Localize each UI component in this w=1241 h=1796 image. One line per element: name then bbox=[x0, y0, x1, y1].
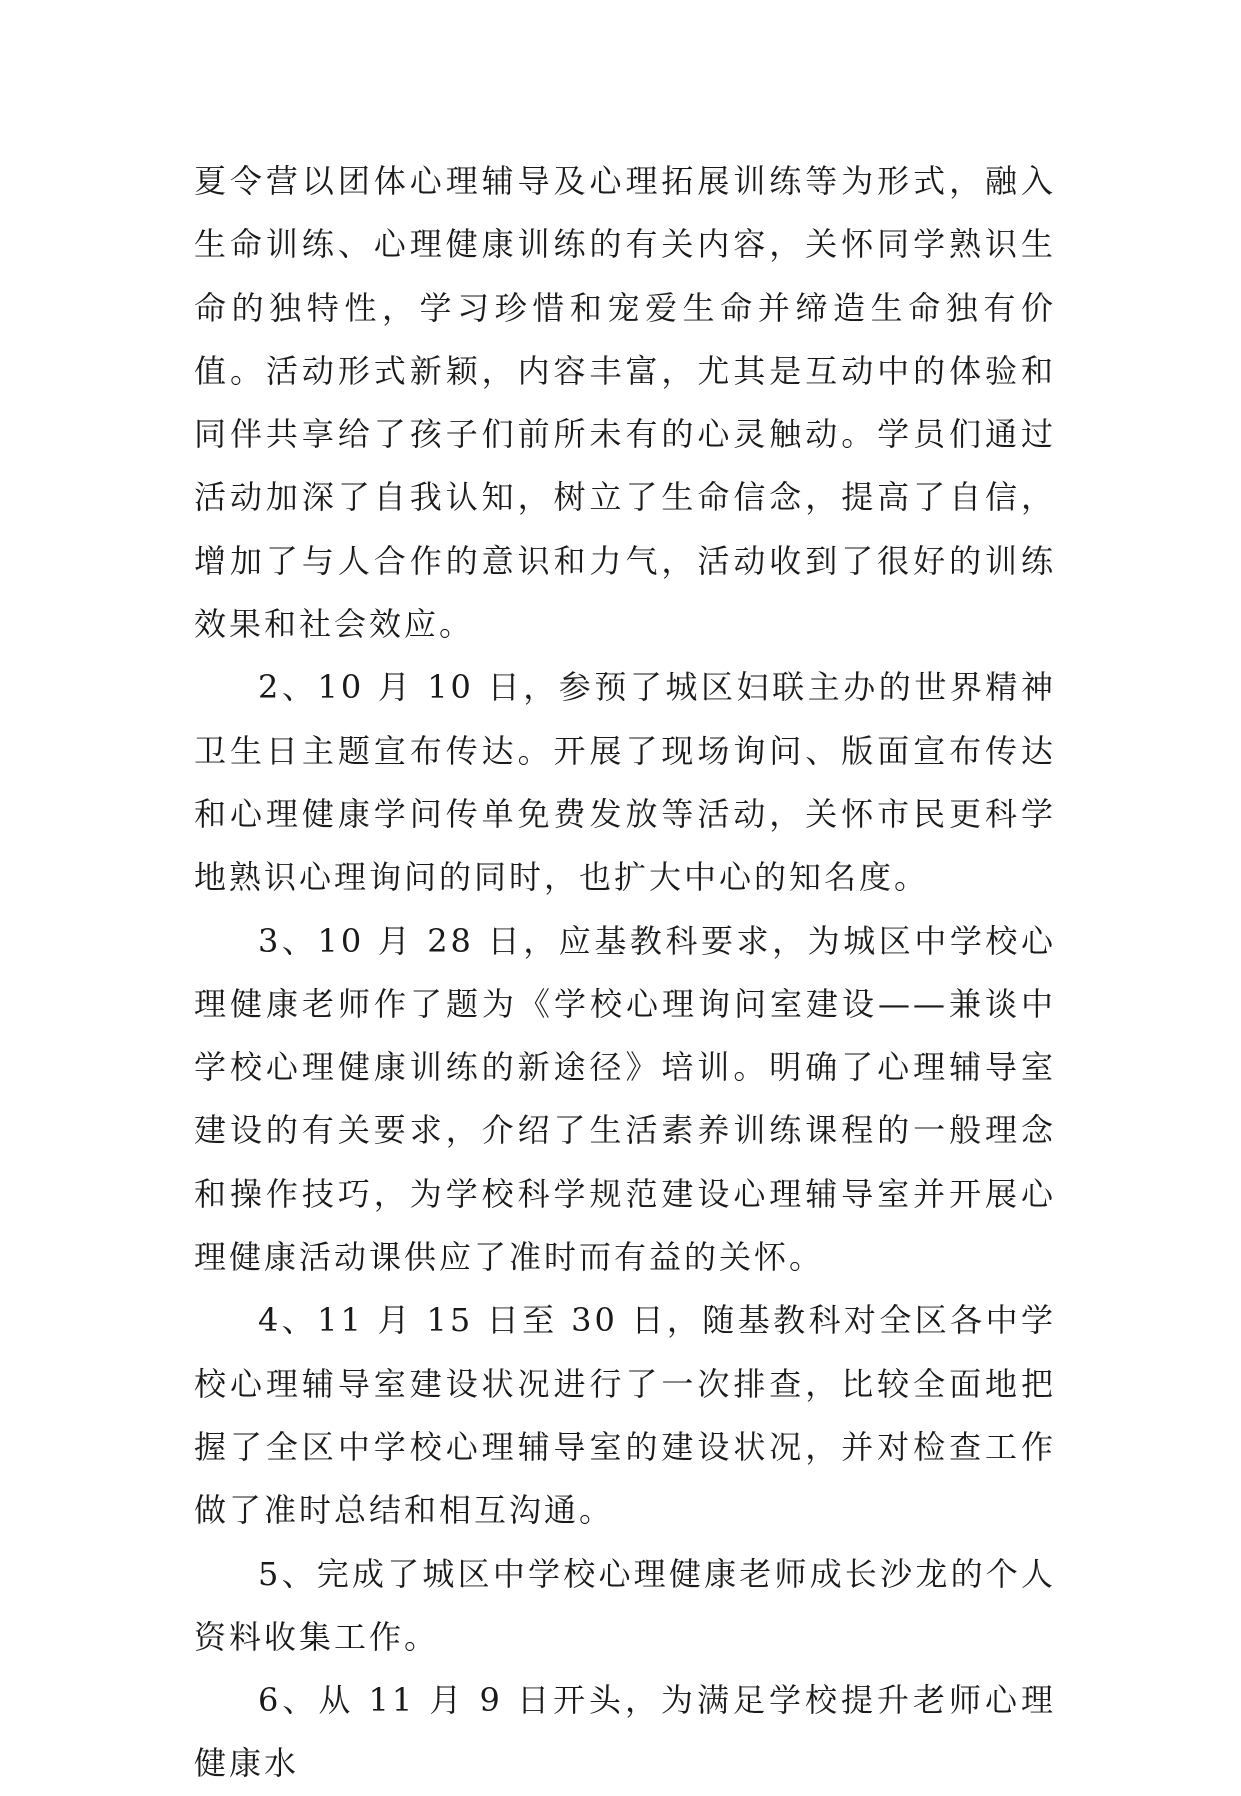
paragraph-summer-camp: 夏令营以团体心理辅导及心理拓展训练等为形式，融入生命训练、心理健康训练的有关内容，关怀同学熟识生命的独特性，学习珍惜和宠爱生命并缔造生命独有价值。活动形式新颖，内容丰富，尤其是互动中的体验和同伴共享给了孩子们前所未有的心灵触动。学员们通过活动加深了自我认知，树立了生命信念，提高了自信，增加了与人合作的意识和力气，活动收到了很好的训练效果和社会效应。 bbox=[194, 162, 1056, 644]
paragraph-item-4: 4、11 月 15 日至 30 日，随基教科对全区各中学校心理辅导室建设状况进行了一次排查，比较全面地把握了全区中学校心理辅导室的建设状况，并对检查工作做了准时总结和相互沟通。 bbox=[194, 1301, 1056, 1530]
paragraph-item-2: 2、10 月 10 日，参预了城区妇联主办的世界精神卫生日主题宣布传达。开展了现场询问、版面宣布传达和心理健康学问传单免费发放等活动，关怀市民更科学地熟识心理询问的同时，也扩大中心的知名度。 bbox=[194, 668, 1056, 897]
paragraph-item-5: 5、完成了城区中学校心理健康老师成长沙龙的个人资料收集工作。 bbox=[194, 1554, 1056, 1656]
paragraph-item-3: 3、10 月 28 日，应基教科要求，为城区中学校心理健康老师作了题为《学校心理询问室建设——兼谈中学校心理健康训练的新途径》培训。明确了心理辅导室建设的有关要求，介绍了生活素养训练课程的一般理念和操作技巧，为学校科学规范建设心理辅导室并开展心理健康活动课供应了准时而有益的关怀。 bbox=[194, 921, 1056, 1277]
document-page bbox=[194, 150, 1056, 1796]
paragraph-item-6: 6、从 11 月 9 日开头，为满足学校提升老师心理健康水 bbox=[194, 1681, 1056, 1783]
